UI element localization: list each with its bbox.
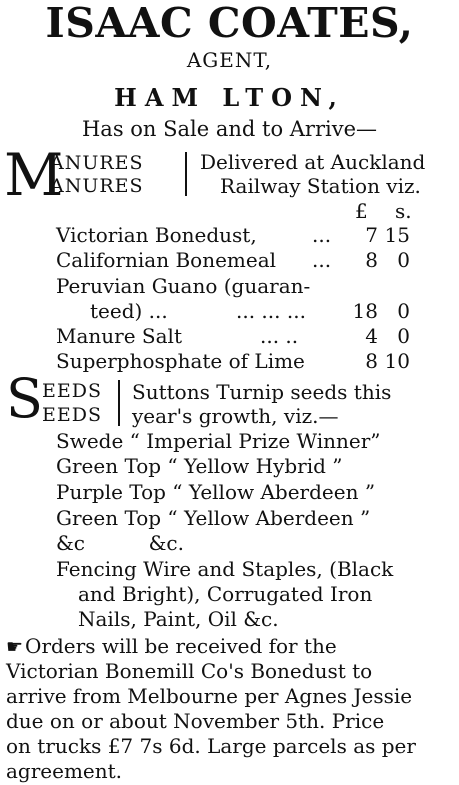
seeds-desc-line1: Suttons Turnip seeds this	[132, 380, 392, 404]
manures-initial: M	[4, 141, 64, 209]
orders-line: Victorian Bonemill Co's Bonedust to	[6, 659, 373, 683]
seed-variety: &c &c.	[56, 531, 184, 555]
seeds-desc-line2: year's growth, viz.—	[132, 404, 339, 428]
advertiser-town: HAM LTON,	[114, 83, 345, 112]
seed-variety: Green Top “ Yellow Aberdeen ”	[56, 506, 371, 530]
seed-variety: Swede “ Imperial Prize Winner”	[56, 429, 381, 453]
price-row-name: Manure Salt	[56, 324, 182, 348]
price-row-dots: ...	[312, 248, 332, 272]
section-divider	[118, 380, 120, 426]
orders-line: on trucks £7 7s 6d. Large parcels as per	[6, 734, 416, 758]
pointing-hand-icon: ☛	[6, 636, 24, 658]
orders-line-text: Orders will be received for the	[25, 634, 337, 658]
section-divider	[185, 152, 187, 196]
price-row-pounds: 8	[365, 349, 378, 373]
price-row-name: Superphosphate of Lime	[56, 349, 305, 373]
fencing-line: and Bright), Corrugated Iron	[78, 582, 373, 606]
price-row-dots: ...	[312, 223, 332, 247]
orders-line: due on or about November 5th. Price	[6, 709, 385, 733]
shilling-column-header: s.	[395, 199, 412, 223]
manures-desc-line2: Railway Station viz.	[220, 174, 421, 198]
price-row-shillings: 0	[397, 299, 410, 323]
tagline: Has on Sale and to Arrive—	[81, 117, 378, 141]
orders-line: agreement.	[6, 759, 123, 783]
price-row-name: Peruvian Guano (guaran-	[56, 274, 311, 298]
fencing-line: Fencing Wire and Staples, (Black	[56, 557, 394, 581]
seed-variety: Purple Top “ Yellow Aberdeen ”	[56, 480, 376, 504]
price-row-name: teed) ...	[90, 299, 168, 323]
price-row-shillings: 0	[397, 248, 410, 272]
seeds-initial: S	[6, 367, 43, 430]
price-row-pounds: 4	[365, 324, 378, 348]
seeds-caps-line2: EEDS	[42, 404, 102, 426]
price-row-pounds: 18	[352, 299, 378, 323]
fencing-line: Nails, Paint, Oil &c.	[78, 607, 279, 631]
price-row-pounds: 7	[365, 223, 378, 247]
price-row-dots: ... ... ...	[236, 299, 306, 323]
seed-variety: Green Top “ Yellow Hybrid ”	[56, 454, 343, 478]
advertiser-role: AGENT,	[186, 48, 273, 72]
manures-caps-line2: ANURES	[50, 175, 144, 197]
seeds-caps-line1: EEDS	[42, 380, 102, 402]
orders-line	[6, 634, 337, 660]
price-row-shillings: 15	[384, 223, 410, 247]
advertiser-name: ISAAC COATES,	[45, 0, 414, 47]
price-row-pounds: 8	[365, 248, 378, 272]
manures-desc-line1: Delivered at Auckland	[200, 150, 426, 174]
price-row-name: Victorian Bonedust,	[56, 223, 257, 247]
pound-column-header: £	[355, 199, 368, 223]
price-row-dots: ... ..	[260, 324, 299, 348]
price-row-shillings: 0	[397, 324, 410, 348]
price-row-name: Californian Bonemeal	[56, 248, 277, 272]
orders-line: arrive from Melbourne per Agnes Jessie	[6, 684, 413, 708]
price-row-shillings: 10	[384, 349, 410, 373]
manures-caps-line1: ANURES	[50, 152, 144, 174]
